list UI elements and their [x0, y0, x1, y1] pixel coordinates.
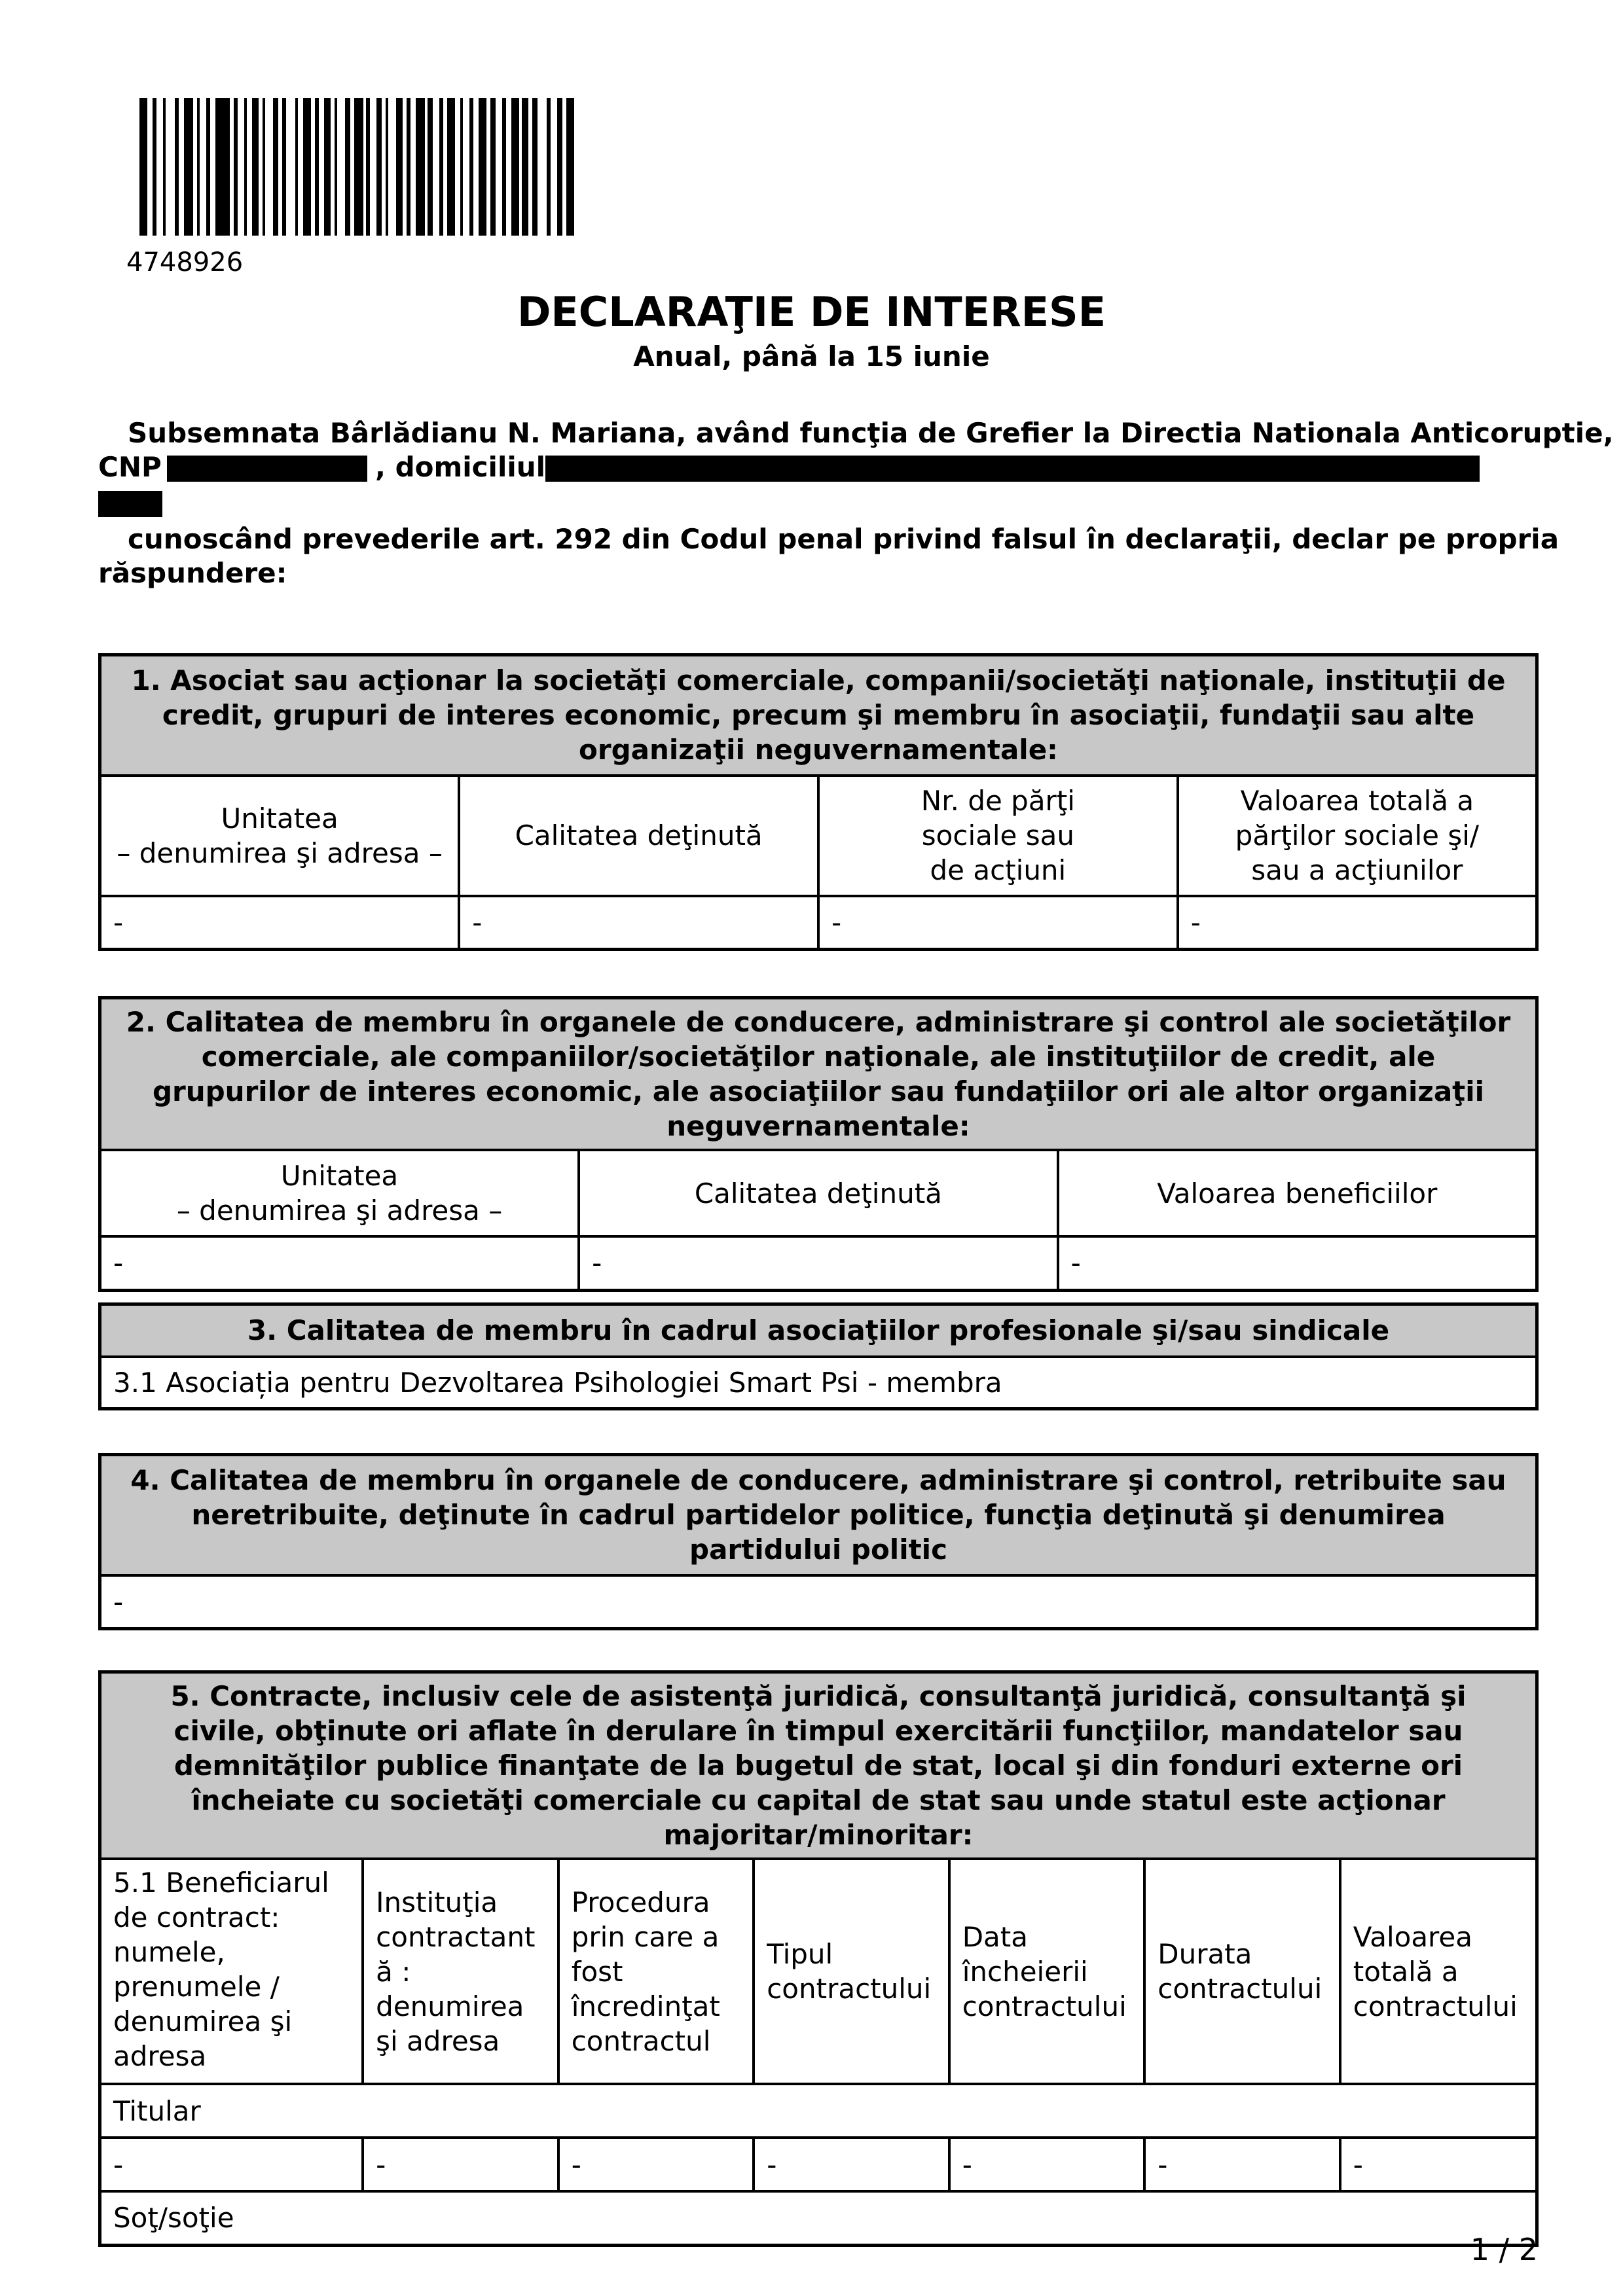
s5-cell: - — [558, 2138, 754, 2191]
intro-line4: răspundere: — [98, 557, 287, 589]
barcode-bar — [163, 98, 166, 236]
s5-cell: - — [100, 2138, 363, 2191]
barcode-bar — [263, 98, 265, 236]
s2-col-calitatea: Calitatea deţinută — [579, 1150, 1058, 1236]
barcode-bar — [153, 98, 156, 236]
s5-cell: - — [363, 2138, 558, 2191]
barcode-bar — [511, 98, 519, 236]
s5-col-durata: Durata contractului — [1144, 1859, 1340, 2084]
section-5-header: 5. Contracte, inclusiv cele de asistenţă juridică, consultanţă juridică, consultanţă şi civile, obţinute ori aflate în derulare în timpul exercitării funcţiilor, mandatelor sau demnităţilor publice finanţate de la bugetul de stat, local şi din fonduri externe ori încheiate cu societăţi comerciale cu capital de stat sau unde statul este acţionar majoritar/minoritar: — [100, 1672, 1537, 1859]
barcode-bar — [447, 98, 455, 236]
barcode-bar — [345, 98, 350, 236]
redacted-address-cont — [98, 491, 162, 517]
domiciliu-label: , domiciliul — [375, 451, 546, 483]
barcode-bar — [139, 98, 147, 236]
section-4-table — [98, 1453, 1539, 1630]
barcode-bar — [252, 98, 259, 236]
section-2-header: 2. Calitatea de membru în organele de conducere, administrare şi control ale societăţilor comerciale, ale companiilor/societăţilor naţionale, ale instituţiilor de credit, ale grupurilor de interes economic, ale asociaţiilor sau fundaţiilor ori ale altor organizaţii neguvernamentale: — [100, 998, 1537, 1151]
barcode-bar — [282, 98, 286, 236]
intro-line3: cunoscând prevederile art. 292 din Codul penal privind falsul în declaraţii, declar pe propria — [128, 523, 1559, 555]
s2-col-unitatea — [100, 1150, 579, 1236]
s2-col-unitatea-l2: – denumirea şi adresa – — [176, 1194, 503, 1227]
barcode-bar — [366, 98, 370, 236]
s1-col-valoarea — [1178, 776, 1537, 896]
section-2-table — [98, 996, 1539, 1292]
s5-sot-label: Soţ/soţie — [100, 2191, 1537, 2245]
s2-col-unitatea-l1: Unitatea — [280, 1160, 399, 1192]
barcode-bar — [244, 98, 247, 236]
barcode-bar — [479, 98, 486, 236]
barcode-bar — [206, 98, 210, 236]
s5-cell: - — [949, 2138, 1145, 2191]
barcode-bar — [184, 98, 193, 236]
barcode-bar — [215, 98, 230, 236]
s1-col-nr-parti-l2: sociale sau — [921, 819, 1074, 852]
s1-col-calitatea: Calitatea deţinută — [459, 776, 818, 896]
barcode-bar — [197, 98, 200, 236]
section-1-header: 1. Asociat sau acţionar la societăţi comerciale, companii/societăţi naţionale, instituţii de credit, grupuri de interes economic, precum şi membru în asociaţii, fundaţii sau alte organizaţii neguvernamentale: — [100, 655, 1537, 776]
barcode-number: 4748926 — [126, 247, 244, 278]
page-number: 1 / 2 — [1470, 2232, 1538, 2267]
s1-cell: - — [1178, 896, 1537, 950]
s1-col-nr-parti — [818, 776, 1178, 896]
barcode-bar — [439, 98, 443, 236]
s2-cell: - — [1058, 1236, 1537, 1290]
barcode-bar — [502, 98, 506, 236]
barcode-bar — [532, 98, 538, 236]
s1-cell: - — [100, 896, 460, 950]
s2-col-valoarea: Valoarea beneficiilor — [1058, 1150, 1537, 1236]
barcode-bar — [335, 98, 337, 236]
cnp-label: CNP — [98, 451, 162, 483]
barcode-bar — [566, 98, 574, 236]
s1-col-unitatea-l1: Unitatea — [221, 802, 338, 834]
barcode-bar — [416, 98, 425, 236]
barcode-bar — [547, 98, 551, 236]
barcode — [139, 98, 883, 236]
barcode-bar — [324, 98, 331, 236]
barcode-bar — [295, 98, 298, 236]
document-subtitle: Anual, până la 15 iunie — [633, 340, 990, 372]
s5-col-valoarea: Valoarea totală a contractului — [1340, 1859, 1537, 2084]
barcode-bar — [386, 98, 388, 236]
section-3-header: 3. Calitatea de membru în cadrul asociaţiilor profesionale şi/sau sindicale — [100, 1304, 1537, 1357]
s5-cell: - — [1340, 2138, 1537, 2191]
s2-cell: - — [579, 1236, 1058, 1290]
redacted-cnp — [167, 456, 367, 482]
s1-col-valoarea-l1: Valoarea totală a — [1240, 785, 1474, 817]
s1-col-valoarea-l2: părţilor sociale şi/ — [1235, 819, 1480, 852]
barcode-bar — [273, 98, 278, 236]
barcode-bar — [396, 98, 403, 236]
s1-col-nr-parti-l1: Nr. de părţi — [921, 785, 1075, 817]
s2-cell: - — [100, 1236, 579, 1290]
barcode-bar — [315, 98, 319, 236]
document-title: DECLARAŢIE DE INTERESE — [517, 288, 1106, 336]
s1-col-unitatea-l2: – denumirea şi adresa – — [117, 836, 443, 869]
barcode-bar — [354, 98, 363, 236]
s5-col-data: Data încheierii contractului — [949, 1859, 1145, 2084]
s5-col-institutia: Instituţia contractantă : denumirea şi adresa — [363, 1859, 558, 2084]
s5-titular-label: Titular — [100, 2084, 1537, 2138]
s5-col-procedura: Procedura prin care a fost încredinţat contractul — [558, 1859, 754, 2084]
intro-line1: Subsemnata Bârlădianu N. Mariana, având funcţia de Grefier la Directia Nationala Anticoruptie, — [128, 417, 1614, 449]
section-5-table — [98, 1670, 1539, 2247]
barcode-bar — [522, 98, 528, 236]
section-1-table — [98, 653, 1539, 951]
barcode-bar — [557, 98, 562, 236]
s1-col-valoarea-l3: sau a acţiunilor — [1251, 854, 1463, 886]
barcode-bar — [428, 98, 433, 236]
section-3-table — [98, 1302, 1539, 1410]
redacted-address — [545, 456, 1480, 482]
barcode-bar — [376, 98, 382, 236]
s5-cell: - — [754, 2138, 949, 2191]
s4-row: - — [100, 1575, 1537, 1629]
s1-cell: - — [459, 896, 818, 950]
s1-col-unitatea — [100, 776, 460, 896]
s5-col-tipul: Tipul contractului — [754, 1859, 949, 2084]
barcode-bar — [460, 98, 463, 236]
s1-col-nr-parti-l3: de acţiuni — [930, 854, 1067, 886]
s5-col-beneficiarul: 5.1 Beneficiarul de contract: numele, prenumele / denumirea şi adresa — [100, 1859, 363, 2084]
s1-cell: - — [818, 896, 1178, 950]
barcode-bar — [490, 98, 496, 236]
s5-cell: - — [1144, 2138, 1340, 2191]
section-4-header: 4. Calitatea de membru în organele de conducere, administrare şi control, retribuite sau neretribuite, deţinute în cadrul partidelor politice, funcţia deţinută şi denumirea partidului politic — [100, 1455, 1537, 1575]
s3-row: 3.1 Asociația pentru Dezvoltarea Psihologiei Smart Psi - membra — [100, 1357, 1537, 1409]
barcode-bar — [303, 98, 311, 236]
barcode-bar — [234, 98, 238, 236]
barcode-bar — [407, 98, 410, 236]
barcode-bar — [469, 98, 473, 236]
barcode-bar — [175, 98, 179, 236]
